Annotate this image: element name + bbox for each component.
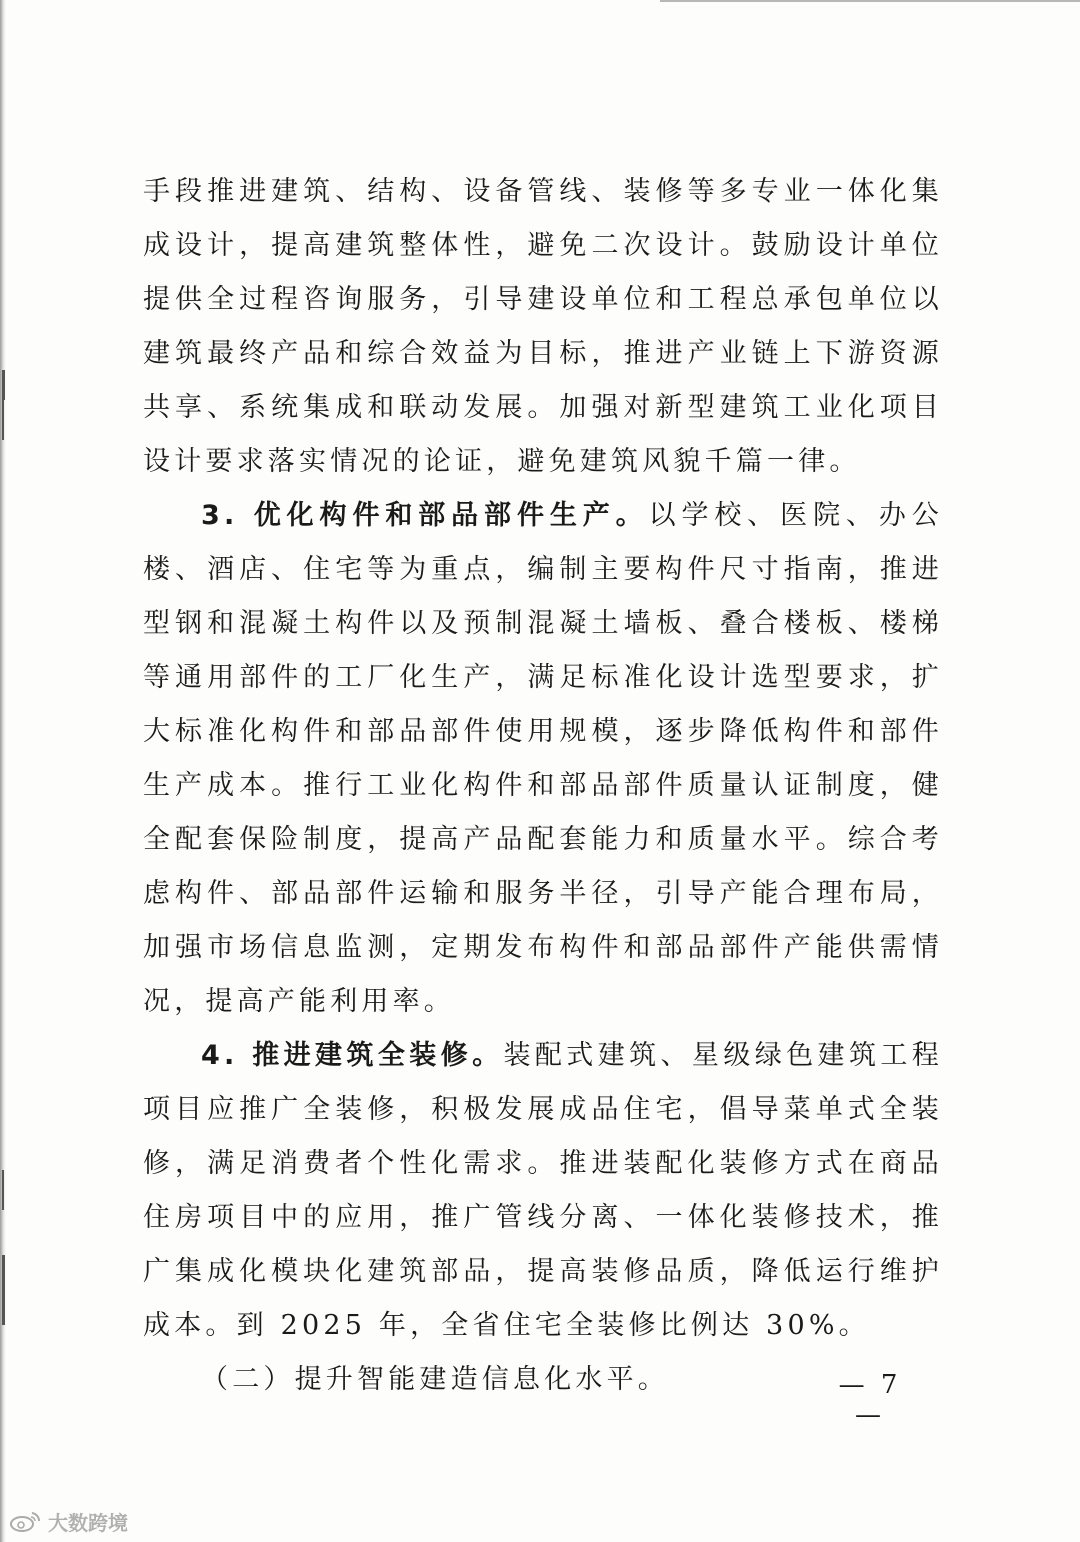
paragraph-continuation bbox=[143, 165, 943, 489]
scan-edge-top bbox=[660, 0, 1080, 2]
paragraph-text: 装配式建筑、星级绿色建筑工程项目应推广全装修，积极发展成品住宅，倡导菜单式全装修，满足消费者个性化需求。推进装配化装修方式在商品住房项目中的应用，推广管线分离、一体化装修技术，推广集成化模块化建筑部品，提高装修品质，降低运行维护成本。到 2025 年，全省住宅全装修比例达 30%。 bbox=[143, 1040, 943, 1341]
paragraph-heading: 3. 优化构件和部品部件生产。 bbox=[201, 500, 649, 531]
page-number: — 7 — bbox=[838, 1370, 902, 1430]
paragraph-item-3 bbox=[143, 489, 943, 1029]
weibo-logo-icon bbox=[8, 1509, 42, 1533]
paragraph-item-4 bbox=[143, 1029, 943, 1353]
watermark bbox=[8, 1506, 128, 1536]
document-body bbox=[143, 165, 943, 1407]
paragraph-heading: 4. 推进建筑全装修。 bbox=[201, 1040, 504, 1071]
paragraph-text: 手段推进建筑、结构、设备管线、装修等多专业一体化集成设计，提高建筑整体性，避免二次设计。鼓励设计单位提供全过程咨询服务，引导建设单位和工程总承包单位以建筑最终产品和综合效益为目标，推进产业链上下游资源共享、系统集成和联动发展。加强对新型建筑工业化项目设计要求落实情况的论证，避免建筑风貌千篇一律。 bbox=[143, 176, 943, 477]
scan-mark bbox=[2, 1255, 5, 1325]
scan-mark bbox=[2, 370, 5, 400]
scan-mark bbox=[2, 1170, 4, 1210]
watermark-text: 大数跨境 bbox=[48, 1510, 128, 1535]
section-heading-text: （二）提升智能建造信息化水平。 bbox=[201, 1364, 669, 1395]
paragraph-text: 以学校、医院、办公楼、酒店、住宅等为重点，编制主要构件尺寸指南，推进型钢和混凝土构件以及预制混凝土墙板、叠合楼板、楼梯等通用部件的工厂化生产，满足标准化设计选型要求，扩大标准化构件和部品部件使用规模，逐步降低构件和部件生产成本。推行工业化构件和部品部件质量认证制度，健全配套保险制度，提高产品配套能力和质量水平。综合考虑构件、部品部件运输和服务半径，引导产能合理布局，加强市场信息监测，定期发布构件和部品部件产能供需情况，提高产能利用率。 bbox=[143, 500, 943, 1017]
scan-mark bbox=[2, 400, 4, 440]
